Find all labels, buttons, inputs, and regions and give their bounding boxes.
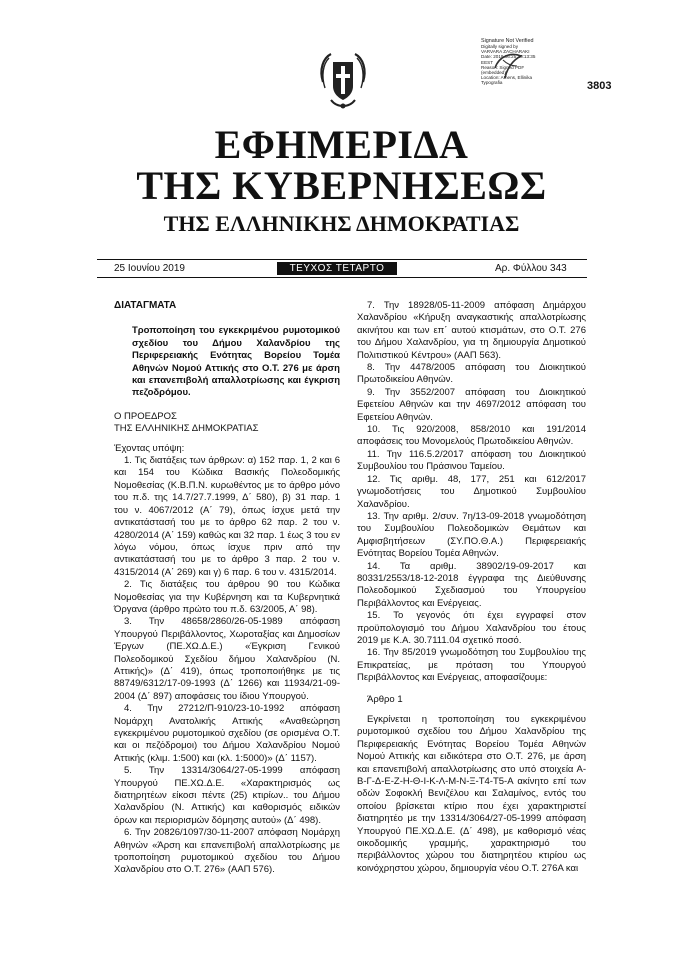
paragraph: 12. Τις αριθμ. 48, 177, 251 και 612/2017 γνωμοδοτήσεις του Δημοτικού Συμβουλίου Χαλανδρίου.	[357, 473, 586, 510]
signature-line: VARVARA ZACHARAKI	[481, 49, 530, 55]
signature-line: Typografia	[481, 80, 503, 86]
paragraph: 1. Τις διατάξεις των άρθρων: α) 152 παρ. 1, 2 και 6 και 154 του Κώδικα Βασικής Πολεοδομικής Νομοθεσίας (Κ.Β.Π.Ν. κυρωθέντος με το άρθρο μόνο του π.δ. της 14.7/27.7.1999, Δ΄ 580), β) 31 παρ. 1 του ν. 4067/2012 (Α΄ 79), όπως ίσχυε μετά την αντικατάστασή του με το άρθρο 62 παρ. 2 του ν. 4280/2014 (Α΄ 159) καθώς και 32 παρ. 1 έως 3 του εν λόγω νόμου, όπως ίσχυε πριν από την αντικατάστασή του με το άρθρο 3 παρ. 2 του ν. 4315/2014 (Α΄ 269) και γ) 6 παρ. 6 του ν. 4315/2014.	[114, 455, 340, 578]
paragraph: 8. Την 4478/2005 απόφαση του Διοικητικού Πρωτοδικείου Αθηνών.	[357, 362, 586, 386]
divider	[97, 277, 587, 278]
paragraph: 14. Τα αριθμ. 38902/19-09-2017 και 80331/2553/18-12-2018 έγγραφα της Διεύθυνσης Πολεοδομικού Σχεδιασμού του Υπουργείου Περιβάλλοντος και Ενέργειας.	[357, 560, 586, 609]
signature-status: Signature Not Verified	[481, 38, 534, 44]
paragraph: 13. Την αριθμ. 2/συν. 7η/13-09-2018 γνωμοδότηση του Συμβουλίου Πολεοδομικών Θεμάτων και Αμφισβητήσεων (ΣΥ.ΠΟ.Θ.Α.) Περιφερειακής Ενότητας Βορείου Τομέα Αθηνών.	[357, 510, 586, 560]
signature-line: Digitally signed by	[481, 44, 519, 49]
paragraph: 16. Την 85/2019 γνωμοδότηση του Συμβουλίου της Επικρατείας, με πρόταση του Υπουργού Περιβάλλοντος και Ενέργειας, αποφασίζουμε:	[357, 647, 586, 684]
paragraph: 11. Την 116.5.2/2017 απόφαση του Διοικητικού Συμβουλίου του Πράσινου Ταμείου.	[357, 448, 586, 473]
signature-line: EEST	[481, 59, 493, 65]
masthead-republic: ΤΗΣ ΕΛΛΗΝΙΚΗΣ ΔΗΜΟΚΡΑΤΙΑΣ	[163, 211, 520, 236]
issue-date: 25 Ιουνίου 2019	[114, 263, 185, 274]
issue-number: Αρ. Φύλλου 343	[495, 263, 567, 274]
decree-title: Τροποποίηση του εγκεκριμένου ρυμοτομικού σχεδίου του Δήμου Χαλανδρίου της Περιφερειακής Ενότητας Βορείου Τομέα Αθηνών Νομού Αττικής στο Ο.Τ. 276 με άρση και επανεπιβολή απαλλοτρίωσης και έγκριση πεζοδρόμου.	[132, 325, 340, 399]
signature-line: (embedded)	[481, 70, 506, 76]
right-column	[357, 300, 586, 875]
signature-check-icon	[491, 50, 525, 80]
issue-type-badge: ΤΕΥΧΟΣ ΤΕΤΑΡΤΟ	[277, 262, 397, 275]
signature-line: Reason: Signed PDF	[481, 64, 525, 70]
left-column	[114, 300, 340, 877]
paragraph: 15. Το γεγονός ότι έχει εγγραφεί στον προϋπολογισμό του Δήμου Χαλανδρίου του έτους 2019 με Κ.Α. 30.7111.04 σχετικό ποσό.	[357, 610, 586, 646]
coat-of-arms-emblem	[317, 48, 369, 112]
paragraph: 9. Την 3552/2007 απόφαση του Διοικητικού Εφετείου Αθηνών και την 4697/2012 απόφαση του Εφετείου Αθηνών.	[357, 386, 586, 423]
signature-line: Date: 2019.06.25 16:13:35	[481, 54, 536, 60]
paragraph: 7. Την 18928/05-11-2009 απόφαση Δημάρχου Χαλανδρίου «Κήρυξη αναγκαστικής απαλλοτρίωσης ακινήτου και των επ΄ αυτού κτισμάτων, στο Ο.Τ. 276 του Δήμου Χαλανδρίου, για τη δημιουργία Δημοτικού Πολιτιστικού Κέντρου» (ΑΑΠ 563).	[357, 300, 586, 361]
paragraph: 5. Την 13314/3064/27-05-1999 απόφαση Υπουργού ΠΕ.ΧΩ.Δ.Ε. «Χαρακτηρισμός ως διατηρητέων είκοσι πέντε (25) κτιρίων.. του Δήμου Χαλανδρίου (Ν. Αττικής) και καθορισμός ειδικών όρων και περιορισμών δόμησης αυτού» (Δ΄ 498).	[114, 765, 340, 826]
president-line: ΤΗΣ ΕΛΛΗΝΙΚΗΣ ΔΗΜΟΚΡΑΤΙΑΣ	[114, 423, 259, 435]
paragraph: 2. Τις διατάξεις του άρθρου 90 του Κώδικα Νομοθεσίας για την Κυβέρνηση και τα Κυβερνητικά Όργανα (άρθρο πρώτο του π.δ. 63/2005, Α΄ 98).	[114, 579, 340, 615]
paragraph: 10. Τις 920/2008, 858/2010 και 191/2014 αποφάσεις του Μονομελούς Πρωτοδικείου Αθηνών.	[357, 424, 586, 448]
paragraph: 6. Την 20826/1097/30-11-2007 απόφαση Νομάρχη Αθηνών «Άρση και επανεπιβολή απαλλοτρίωσης με τροποποίηση ρυμοτομικού σχεδίου του Δήμου Χαλανδρίου στο Ο.Τ. 276» (ΑΑΠ 576).	[114, 827, 340, 876]
article-text: Εγκρίνεται η τροποποίηση του εγκεκριμένου ρυμοτομικού σχεδίου του Δήμου Χαλανδρίου της Περιφερειακής Ενότητας Βορείου Τομέα Αθηνών Νομού Αττικής και ειδικότερα στο Ο.Τ. 276, με άρση και επανεπιβολή απαλλοτρίωσης στο υπό στοιχεία Α-Β-Γ-Δ-Ε-Ζ-Η-Θ-Ι-Κ-Λ-Μ-Ν-Ξ-Τ4-Τ5-Α ακίνητο επί των οδών Σοφοκλή Βενιζέλου και Σαλαμίνος, εντός του οποίου βρίσκεται κτίριο που έχει χαρακτηριστεί διατηρητέο με την 13314/3064/27-05-1999 απόφαση Υπουργού ΠΕ.ΧΩ.Δ.Ε. (Δ΄ 498), με καθορισμό νέας οικοδομικής γραμμής, χαρακτηρισμό του περιβάλλοντος χώρου του διατηρητέου κτιρίου ως κοινόχρηστου χώρου, δημιουργία νέου Ο.Τ. 276Α και	[357, 714, 586, 874]
intro-text: Έχοντας υπόψη:	[114, 442, 185, 454]
page-number: 3803	[587, 80, 612, 92]
article-heading: Άρθρο 1	[367, 693, 403, 705]
president-line: Ο ΠΡΟΕΔΡΟΣ	[114, 410, 177, 422]
masthead-title: ΕΦΗΜΕΡΙΔΑ	[214, 122, 469, 167]
signature-line: Location: Athens, Ellinika	[481, 75, 533, 81]
section-heading: ΔΙΑΤΑΓΜΑΤΑ	[114, 300, 177, 311]
masthead-subtitle: ΤΗΣ ΚΥΒΕΡΝΗΣΕΩΣ	[136, 163, 547, 208]
paragraph: 3. Την 48658/2860/26-05-1989 απόφαση Υπουργού Περιβάλλοντος, Χωροταξίας και Δημοσίων Έργων (ΠΕ.ΧΩ.Δ.Ε.) «Έγκριση Γενικού Πολεοδομικού Σχεδίου δήμου Χαλανδρίου (Ν. Αττικής)» (Δ΄ 419), όπως τροποποιήθηκε με τις 88749/6312/17-09-1993 (Δ΄ 1266) και 11934/21-09-2004 (Δ΄ 897) αποφάσεις του ίδιου Υπουργού.	[114, 616, 340, 702]
paragraph: 4. Την 27212/Π-910/23-10-1992 απόφαση Νομάρχη Ανατολικής Αττικής «Αναθεώρηση εγκεκριμένου ρυμοτομικού σχεδίου (σε ορισμένα Ο.Τ. και οι πεζόδρομοι) του Δήμου Χαλανδρίου Νομού Αττικής (κλιμ. 1:500) και (κλ. 1:5000)» (Δ΄ 1157).	[114, 703, 340, 764]
divider	[97, 259, 587, 260]
president-heading	[114, 411, 340, 436]
